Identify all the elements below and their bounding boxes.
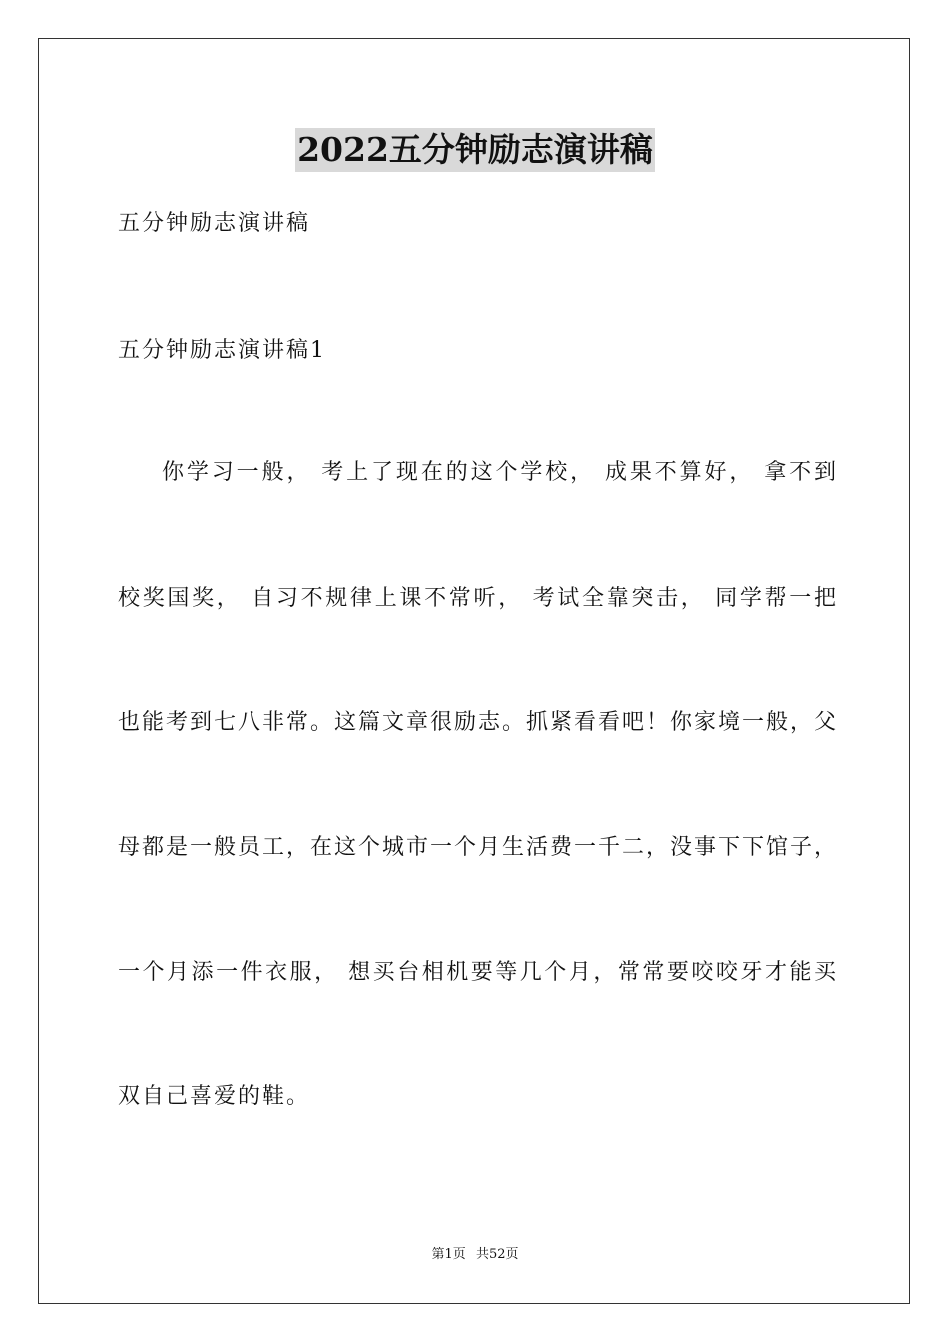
paragraph-line: 一个月添一件衣服， 想买台相机要等几个月，常常要咬咬牙才能买	[118, 960, 836, 985]
paragraph-line: 双自己喜爱的鞋。	[118, 1084, 311, 1109]
page-footer	[0, 1246, 950, 1264]
page-number: 第1页	[431, 1247, 466, 1262]
paragraph-line: 你学习一般， 考上了现在的这个学校， 成果不算好， 拿不到	[162, 460, 836, 485]
paragraph-line: 母都是一般员工，在这个城市一个月生活费一千二，没事下下馆子，	[118, 835, 836, 860]
document-subtitle: 五分钟励志演讲稿	[118, 211, 311, 236]
paragraph-line: 校奖国奖， 自习不规律上课不常听， 考试全靠突击， 同学帮一把	[118, 586, 836, 611]
document-title	[0, 128, 950, 172]
paragraph-line: 也能考到七八非常。这篇文章很励志。抓紧看看吧！你家境一般，父	[118, 710, 836, 735]
section-heading: 五分钟励志演讲稿1	[118, 338, 326, 363]
page-total: 共52页	[475, 1247, 519, 1262]
document-title-text: 2022五分钟励志演讲稿	[295, 128, 655, 172]
